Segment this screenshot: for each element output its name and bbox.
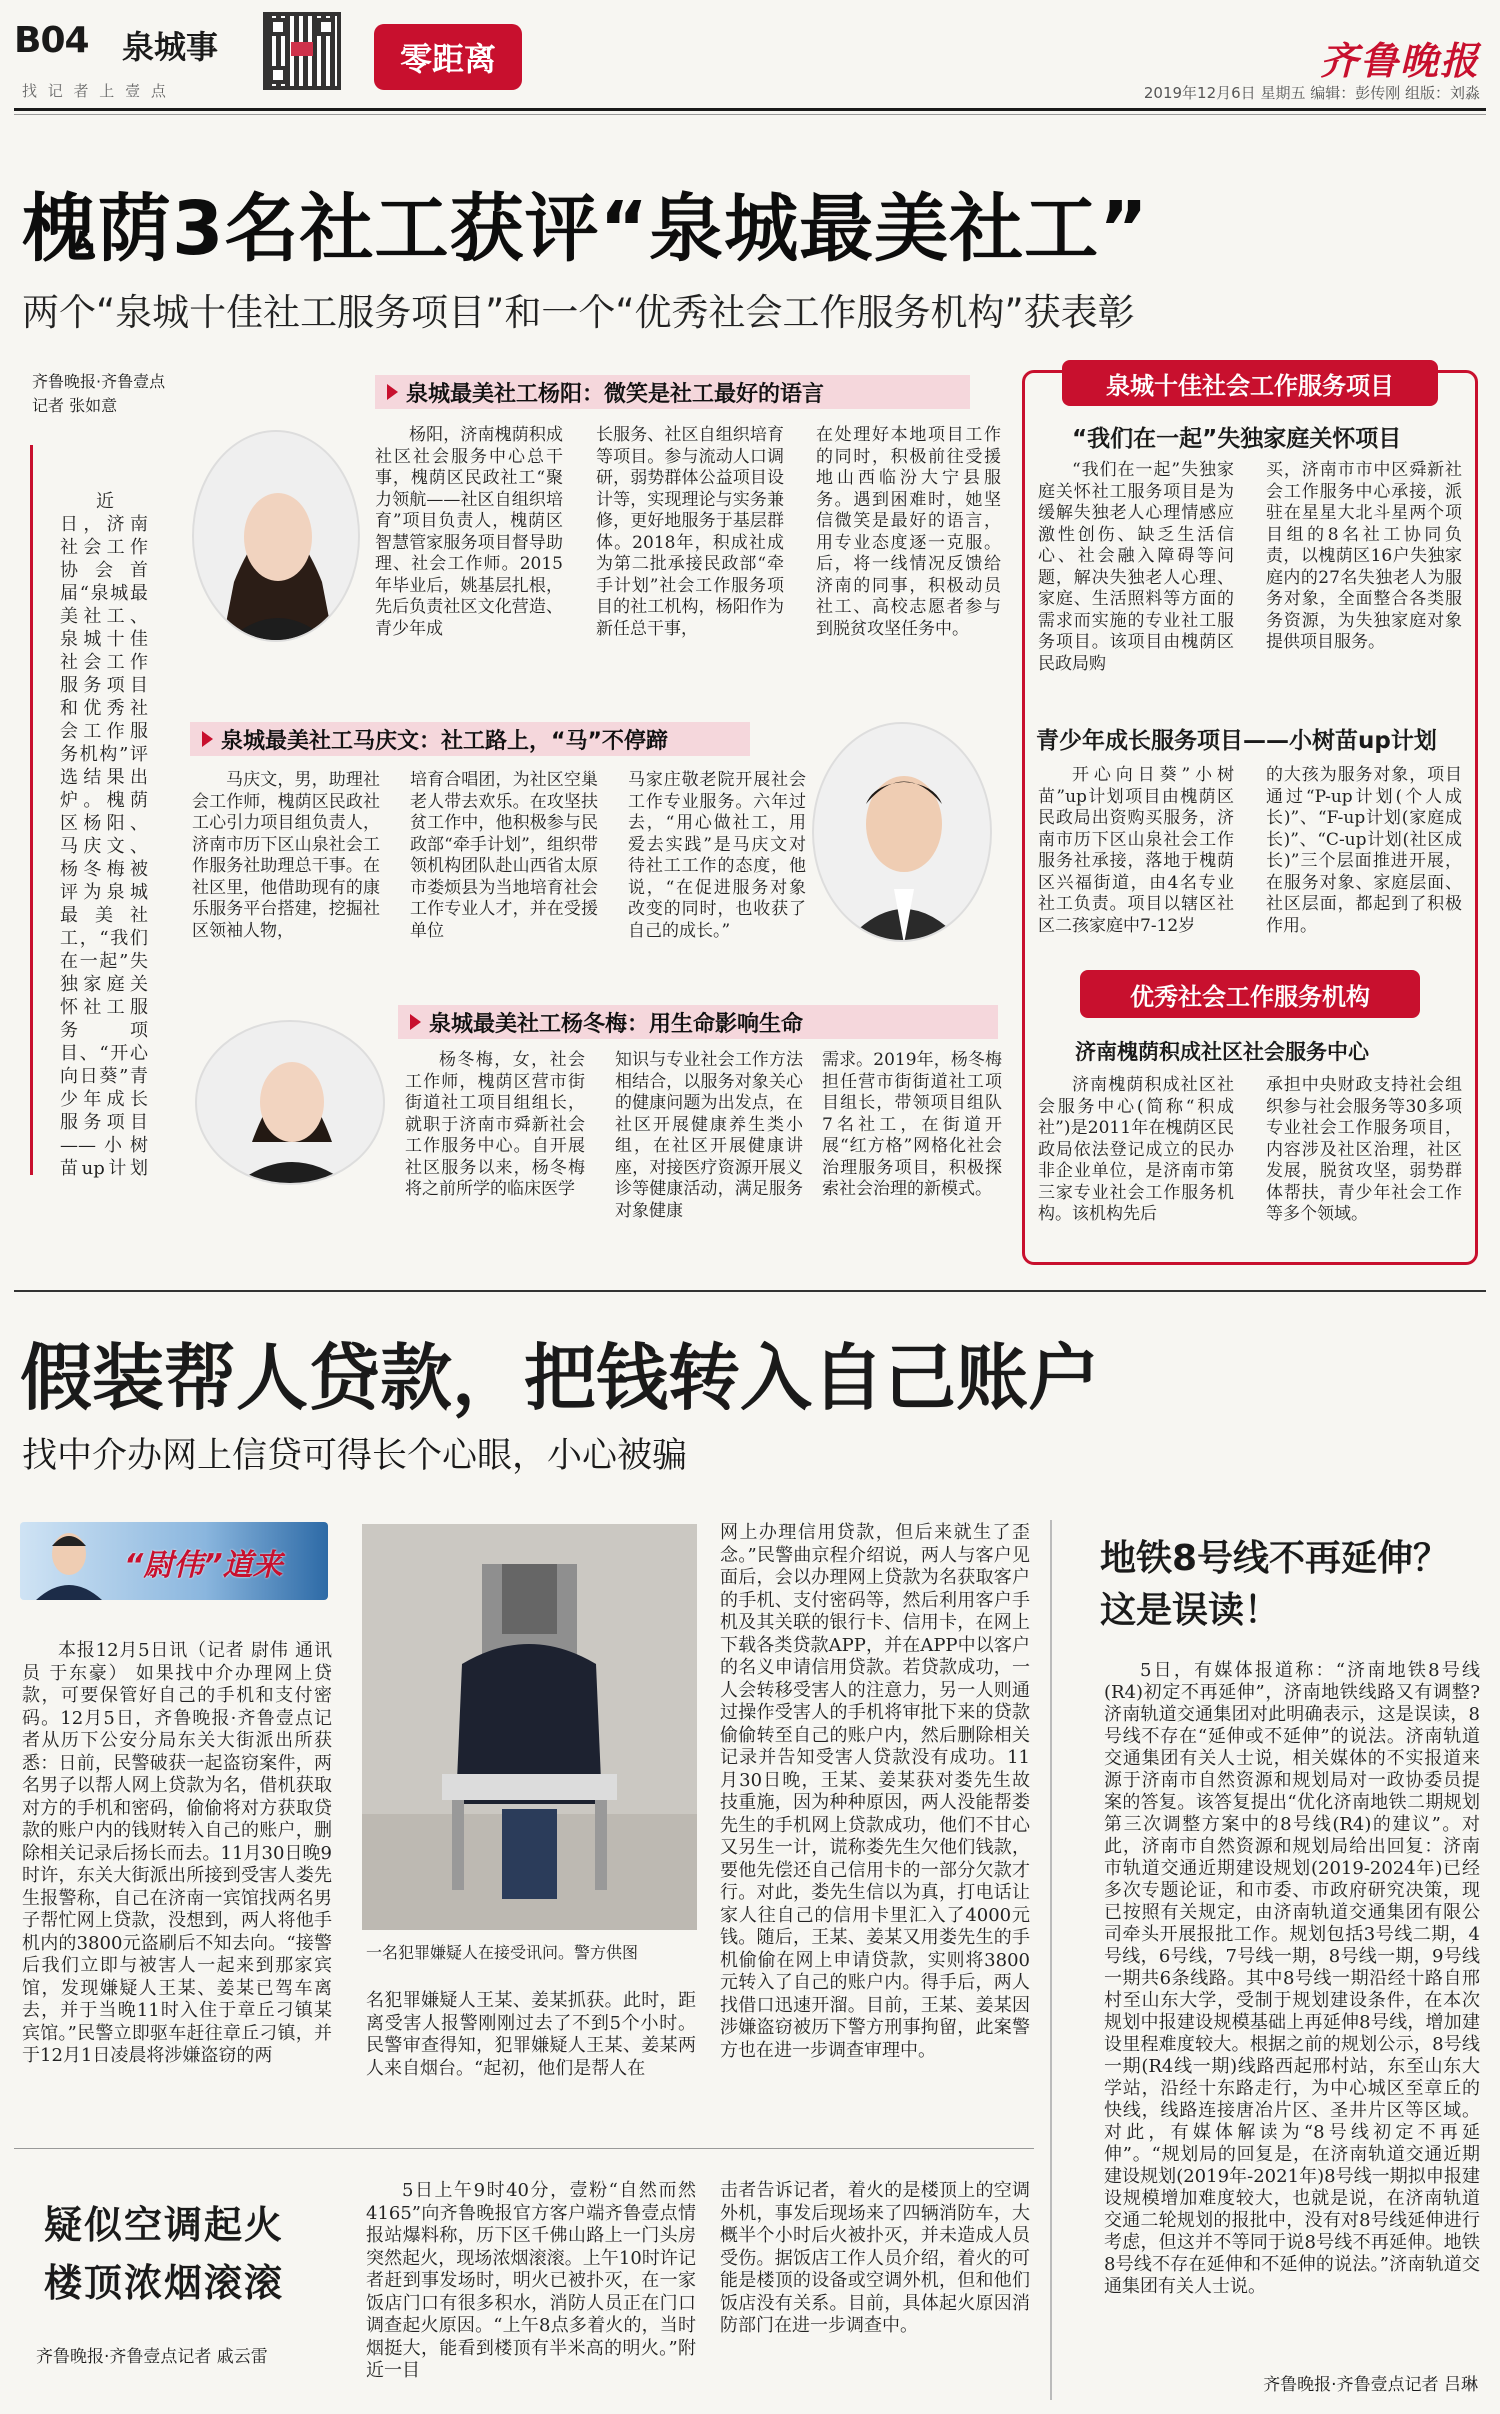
worker2-title: 泉城最美社工马庆文：社工路上，“马”不停蹄 [221,728,668,754]
worker3-col2: 知识与专业社会工作方法相结合，以服务对象关心的健康问题为出发点，在社区开展健康养生类小组，在社区开展健康讲座，对接医疗资源开展义诊等健康活动，满足服务对象健康 [615,1050,803,1221]
qr-code [263,12,341,90]
section-name: 泉城事 [122,28,219,66]
story1-byline [32,370,165,418]
org-title: 济南槐荫积成社区社会服务中心 [1075,1040,1369,1064]
worker2-photo [812,722,992,942]
worker3-title: 泉城最美社工杨冬梅：用生命影响生命 [429,1011,804,1037]
worker1-titlebar [375,375,970,409]
projects-tag [1062,360,1438,406]
proj1-title: “我们在一起”失独家庭关怀项目 [1072,426,1402,452]
worker1-photo [192,430,360,642]
column-badge-label: 零距离 [399,40,496,78]
worker1-col1: 杨阳，济南槐荫积成社区社会服务中心总干事，槐荫区民政社工“聚力领航——社区自组织培育”项目负责人，槐荫区智慧管家服务项目督导助理、社会工作师。2015年毕业后，姚基层扎根，先后负责社区文化营造、青少年成 [375,425,563,639]
date-line: 2019年12月6日 星期五 编辑：彭传刚 组版：刘淼 [1143,84,1480,102]
worker2-col3: 马家庄敬老院开展社会工作专业服务。六年过去，“用心做社工，用爱去实践”是马庆文对待社工工作的态度，他说，“在促进服务对象改变的同时，也收获了自己的成长。” [628,770,806,941]
proj1-col1: “我们在一起”失独家庭关怀社工服务项目是为缓解失独老人心理情感应激性创伤、缺乏生活信心、社会融入障碍等问题，解决失独老人心理、家庭、生活照料等方面的需求而实施的专业社工服务项目。该项目由槐荫区民政局购 [1038,460,1234,674]
triangle-icon [202,731,213,747]
worker3-photo [195,1020,385,1185]
worker3-col3: 需求。2019年，杨冬梅担任营市街街道社工项目组长，带领项目组队7名社工，在街道开展“红方格”网格化社会治理服务项目，积极探索社会治理的新模式。 [822,1050,1002,1199]
worker3-titlebar [398,1005,998,1039]
org-col1: 济南槐荫积成社区社会服务中心(简称“积成社”)是2011年在槐荫区民政局依法登记成立的民办非企业单位，是济南市第三家专业社会工作服务机构。该机构先后 [1038,1075,1234,1224]
story2-headline: 假装帮人贷款，把钱转入自己账户 [20,1336,1101,1420]
suspect-photo [362,1524,697,1930]
story2-col1: 本报12月5日讯（记者 尉伟 通讯员 于东豪） 如果找中介办理网上贷款，可要保管好自己的手机和支付密码。12月5日，齐鲁晚报·齐鲁壹点记者从历下公安分局东关大街派出所获悉：日前，民警破获一起盗窃案件，两名男子以帮人网上贷款为名，借机获取对方的手机和密码，偷偷将对方获取贷款的账户内的钱财转入自己的账户，删除相关记录后扬长而去。11月30日晚9时许，东关大街派出所接到受害人娄先生报警称，自己在济南一宾馆找两名男子帮忙网上贷款，没想到，两人将他手机内的3800元盗刷后不知去向。“接警后我们立即与被害人一起来到那家宾馆，发现嫌疑人王某、姜某已驾车离去，并于当晚11时入住于章丘刁镇某宾馆。”民警立即驱车赶往章丘刁镇，并于12月1日凌晨将涉嫌盗窃的两 [22,1640,332,2066]
story4-byline: 齐鲁晚报·齐鲁壹点记者 戚云雷 [36,2347,268,2367]
org-tag-label: 优秀社会工作服务机构 [1130,982,1370,1011]
story2-col2: 名犯罪嫌疑人王某、姜某抓获。此时，距离受害人报警刚刚过去了不到5个小时。民警审查得知，犯罪嫌疑人王某、姜某两人来自烟台。“起初，他们是帮人在 [366,1990,696,2079]
lead-rule [30,445,33,1175]
worker2-titlebar [190,722,750,756]
proj1-col2: 买，济南市市中区舜新社会工作服务中心承接，派驻在星星大北斗星两个项目组的8名社工协同负责，以槐荫区16户失独家庭内的27名失独老人为服务对象，全面整合各类服务资源，为失独家庭对象提供项目服务。 [1266,460,1462,652]
story2-col3: 网上办理信用贷款，但后来就生了歪念。”民警曲京程介绍说，两人与客户见面后，会以办理网上贷款为名获取客户的手机、支付密码等，然后利用客户手机及其关联的银行卡、信用卡，在网上下载各类贷款APP，并在APP中以客户的名义申请信用贷款。若贷款成功，一人会转移受害人的注意力，另一人则通过操作受害人的手机将审批下来的贷款偷偷转至自己的账户内，然后删除相关记录并告知受害人贷款没有成功。11月30日晚，王某、姜某获对娄先生故技重施，因为种种原因，两人没能帮娄先生的手机网上贷款成功，他们不甘心又另生一计，谎称娄先生欠他们钱款，要他先偿还自己信用卡的一部分欠款才行。对此，娄先生信以为真，打电话让家人往自己的信用卡里汇入了4000元钱。随后，王某、姜某又用娄先生的手机偷偷在网上申请贷款，实则将3800元转入了自己的账户内。得手后，两人找借口迅速开溜。目前，王某、姜某因涉嫌盗窃被历下警方刑事拘留，此案警方也在进一步调查审理中。 [720,1522,1030,2061]
story3-headline-2: 这是误读！ [1100,1590,1281,1631]
story3-byline: 齐鲁晚报·齐鲁壹点记者 吕琳 [1263,2375,1478,2395]
triangle-icon [387,384,398,400]
story4-divider [14,2148,1034,2149]
story2-subhead: 找中介办网上信贷可得长个心眼，小心被骗 [22,1436,688,1476]
worker1-col2: 长服务、社区自组织培育等项目。参与流动人口调研，弱势群体公益项目设计等，实现理论与实务兼修，更好地服务于基层群体。2018年，积成社成为第二批承接民政部“牵手计划”社会工作服务项目的社工机构，杨阳作为新任总干事， [596,425,784,639]
header-rule [14,108,1486,111]
story3-divider [1050,1520,1052,2400]
story1-subhead: 两个“泉城十佳社工服务项目”和一个“优秀社会工作服务机构”获表彰 [22,291,1135,334]
byline-org: 齐鲁晚报·齐鲁壹点 [32,372,166,391]
proj2-col1: 开心向日葵”小树苗”up计划项目由槐荫区民政局出资购买服务，济南市历下区山泉社会工作服务社承接，落地于槐荫区兴福街道，由4名专业社工负责。项目以辖区社区二孩家庭中7-12岁 [1038,765,1234,936]
photo-caption: 一名犯罪嫌疑人在接受讯问。警方供图 [366,1943,639,1962]
story4-col2: 击者告诉记者，着火的是楼顶上的空调外机，事发后现场来了四辆消防车，大概半个小时后火被扑灭，并未造成人员受伤。据饭店工作人员介绍，着火的可能是楼顶的设备或空调外机，但和他们饭店没有关系。目前，具体起火原因消防部门在进一步调查中。 [720,2180,1030,2336]
story3-body: 5日，有媒体报道称：“济南地铁8号线(R4)初定不再延伸”，济南地铁线路又有调整?济南轨道交通集团对此明确表示，这是误读，8号线不存在“延伸或不延伸”的说法。济南轨道交通集团有关人士说，相关媒体的不实报道来源于济南市自然资源和规划局对一政协委员提案的答复。该答复提出“优化济南地铁二期规划第三次调整方案中的8号线(R4)的建议”。对此，济南市自然资源和规划局给出回复：济南市轨道交通近期建设规划(2019-2024年)已经多次专题论证，和市委、市政府研究决策，现已按照有关规定，由济南轨道交通集团有限公司牵头开展报批工作。规划包括3号线二期，4号线，6号线，7号线一期，8号线一期，9号线一期共6条线路。其中8号线一期沿经十路自邢村至山东大学，受制于规划建设条件，在本次规划中报建设规模基础上再延伸8号线，增加建设里程难度较大。根据之前的规划公示，8号线一期(R4线一期)线路西起邢村站，东至山东大学站，沿经十东路走行，为中心城区至章丘的快线，线路连接唐冶片区、圣井片区等区域。对此，有媒体解读为“8号线初定不再延伸”。“规划局的回复是，在济南轨道交通近期建设规划(2019年-2021年)8号线一期拟申报建设规模增加难度较大，也就是说，在济南轨道交通二轮规划的报批中，没有对8号线延伸进行考虑，但这并不等同于说8号线不再延伸。地铁8号线不存在延伸和不延伸的说法。”济南轨道交通集团有关人士说。 [1104,1660,1480,2297]
column-badge [374,24,522,90]
section-divider [14,1290,1486,1292]
worker1-title: 泉城最美社工杨阳：微笑是社工最好的语言 [406,381,825,407]
worker2-col2: 培育合唱团，为社区空巢老人带去欢乐。在攻坚扶贫工作中，他积极参与民政部“牵手计划”，组织带领机构团队赴山西省太原市娄烦县为当地培育社会工作专业人才，并在受援单位 [410,770,598,941]
column-logo [20,1522,328,1600]
masthead-logo: 齐鲁晚报 [1319,38,1480,83]
byline-reporter: 记者 张如意 [32,396,118,415]
worker2-col1: 马庆文，男，助理社会工作师，槐荫区民政社工心引力项目组负责人，济南市历下区山泉社会工作服务社助理总干事。在社区里，他借助现有的康乐服务平台搭建，挖掘社区领袖人物， [192,770,380,941]
page-code: B04 [14,20,89,61]
story4-headline-2: 楼顶浓烟滚滚 [44,2261,285,2305]
worker3-col1: 杨冬梅，女，社会工作师，槐荫区营市街街道社工项目组组长，就职于济南市舜新社会工作服务中心。自开展社区服务以来，杨冬梅将之前所学的临床医学 [405,1050,585,1199]
column-logo-label: “尉伟”道来 [124,1548,283,1583]
story4-col1: 5日上午9时40分，壹粉“自然而然4165”向齐鲁晚报官方客户端齐鲁壹点情报站爆料称，历下区千佛山路上一门头房突然起火，现场浓烟滚滚。上午10时许记者赶到事发场时，明火已被扑灭，在一家饭店门口有很多积水，消防人员正在门口调查起火原因。“上午8点多着火的，当时烟挺大，能看到楼顶有半米高的明火。”附近一目 [366,2180,696,2381]
org-col2: 承担中央财政支持社会组织参与社会服务等30多项专业社会工作服务项目，内容涉及社区治理，社区发展，脱贫攻坚，弱势群体帮扶，青少年社会工作等多个领域。 [1266,1075,1462,1224]
proj2-title: 青少年成长服务项目——小树苗up计划 [1036,728,1437,754]
sub-note: 找 记 者 上 壹 点 [22,82,169,100]
projects-tag-label: 泉城十佳社会工作服务项目 [1106,371,1394,400]
proj2-col2: 的大孩为服务对象，项目通过“P-up计划(个人成长)”、“F-up计划(家庭成长)”、“C-up计划(社区成长)”三个层面推进开展，在服务对象、家庭层面、社区层面，都起到了积极作用。 [1266,765,1462,936]
story1-lead: 近日，济南社会工作协会首届“泉城最美社工、泉城十佳社会工作服务项目和优秀社会工作服务机构”评选结果出炉。槐荫区杨阳、马庆文、杨冬梅被评为泉城最美社工，“我们在一起”失独家庭关怀社工服务项目、“开心向日葵”青少年成长服务项目——小树苗up计划 [60,491,148,1179]
header-rule-thin [14,114,1486,115]
triangle-icon [410,1014,421,1030]
story3-headline-1: 地铁8号线不再延伸？ [1100,1538,1450,1579]
org-tag [1080,970,1420,1018]
story1-headline: 槐荫3名社工获评“泉城最美社工” [22,186,1149,272]
worker1-col3: 在处理好本地项目工作的同时，积极前往受援地山西临汾大宁县服务。遇到困难时，她坚信微笑是最好的语言，用专业态度逐一克服。后，将一线情况反馈给济南的同事，积极动员社工、高校志愿者参与到脱贫攻坚任务中。 [816,425,1001,639]
story4-headline-1: 疑似空调起火 [44,2203,285,2247]
